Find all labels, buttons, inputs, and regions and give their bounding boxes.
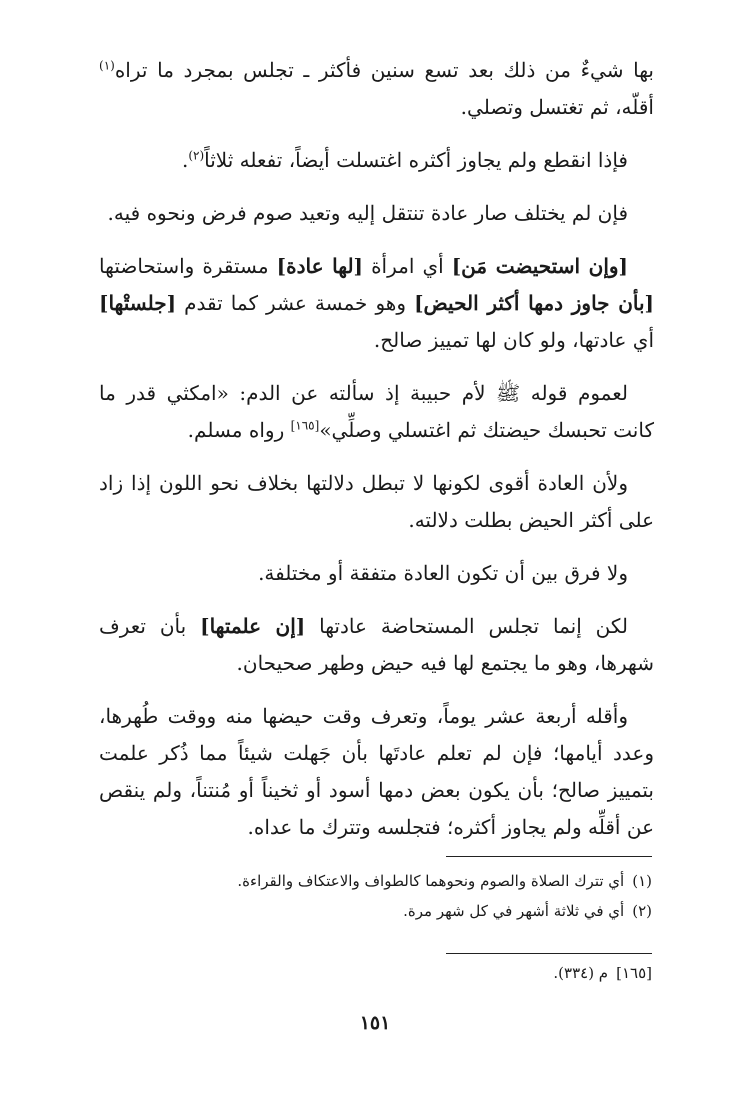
sharh-text-2: مستقرة واستحاضتها xyxy=(99,254,277,278)
paragraph-7: ولا فرق بين أن تكون العادة متفقة أو مختلفة. xyxy=(258,561,628,585)
footnote-1-number: (١) xyxy=(632,872,652,890)
paragraph-5-text: لعموم قوله ﷺ لأم حبيبة إذ سألته عن الدم: «امكثي قدر ما كانت تحبسك حيضتك ثم اغتسلي وصلِّي» xyxy=(99,381,654,442)
matn-phrase-1: [وإن استحيضت مَن] xyxy=(451,254,629,278)
paragraph-6: ولأن العادة أقوى لكونها لا تبطل دلالتها بخلاف نحو اللون إذا زاد على أكثر الحيض بطلت دلالته. xyxy=(99,471,654,532)
hadith-note-number: [١٦٥] xyxy=(616,964,652,982)
matn-phrase-2: [لها عادة] xyxy=(276,254,364,278)
footnote-2 xyxy=(97,896,652,926)
matn-phrase-4: [جلستْها] xyxy=(99,291,177,315)
hadith-note-165 xyxy=(97,958,652,988)
paragraph-2-text: فإذا انقطع ولم يجاوز أكثره اغتسلت أيضاً، تفعله ثلاثاً xyxy=(204,148,628,172)
sharh-text-6: بأن تعرف شهرها، وهو ما يجتمع لها فيه حيض وطهر صحيحان. xyxy=(99,614,654,675)
paragraph-1-tail: أقلّه، ثم تغتسل وتصلي. xyxy=(460,95,654,119)
footnote-ref-1[interactable]: (١) xyxy=(99,58,115,73)
paragraph-1 xyxy=(99,52,654,126)
footnote-2-text: أي في ثلاثة أشهر في كل شهر مرة. xyxy=(403,902,625,920)
hadith-notes xyxy=(97,958,652,988)
footnote-2-number: (٢) xyxy=(632,902,652,920)
paragraph-4 xyxy=(99,248,654,359)
footnote-ref-2[interactable]: (٢) xyxy=(188,148,205,163)
matn-phrase-3: [بأن جاوز دمها أكثر الحيض] xyxy=(414,291,655,315)
paragraph-8 xyxy=(99,608,654,682)
sharh-text-3: وهو خمسة عشر كما تقدم xyxy=(176,291,415,315)
sharh-text-4: أي عادتها، ولو كان لها تمييز صالح. xyxy=(373,328,654,352)
main-text xyxy=(99,52,654,862)
paragraph-9: وأقله أربعة عشر يوماً، وتعرف وقت حيضها منه ووقت طُهرها، وعدد أيامها؛ فإن لم تعلم عادتَها بأن جَهلت شيئاً مما ذُكر علمت بتمييز صالح؛ بأن يكون بعض دمها أسود أو ثخيناً أو مُنتناً، ولم ينقص عن أقلِّه ولم يجاوز أكثره؛ فتجلسه وتترك ما عداه. xyxy=(99,704,654,839)
paragraph-2 xyxy=(99,142,654,179)
footnotes xyxy=(97,866,652,926)
paragraph-5-tail: رواه مسلم. xyxy=(187,418,291,442)
hadith-note-divider xyxy=(446,953,652,954)
sharh-text-1: أي امرأة xyxy=(363,254,452,278)
footnote-divider xyxy=(446,856,652,857)
paragraph-5 xyxy=(99,375,654,449)
paragraph-3: فإن لم يختلف صار عادة تنتقل إليه وتعيد صوم فرض ونحوه فيه. xyxy=(107,201,628,225)
page-number: ١٥١ xyxy=(359,1012,391,1034)
paragraph-1-text: بها شيءٌ من ذلك بعد تسع سنين فأكثر ـ تجلس بمجرد ما تراه xyxy=(114,58,654,82)
footnote-1-text: أي تترك الصلاة والصوم ونحوهما كالطواف والاعتكاف والقراءة. xyxy=(237,872,625,890)
footnote-1 xyxy=(97,866,652,896)
hadith-note-text: م (٣٣٤). xyxy=(553,964,609,982)
matn-phrase-5: [إن علمتها] xyxy=(200,614,306,638)
sharh-text-5: لكن إنما تجلس المستحاضة عادتها xyxy=(305,614,628,638)
hadith-ref-165[interactable]: [١٦٥] xyxy=(290,418,320,433)
paragraph-2-tail: . xyxy=(181,148,189,172)
